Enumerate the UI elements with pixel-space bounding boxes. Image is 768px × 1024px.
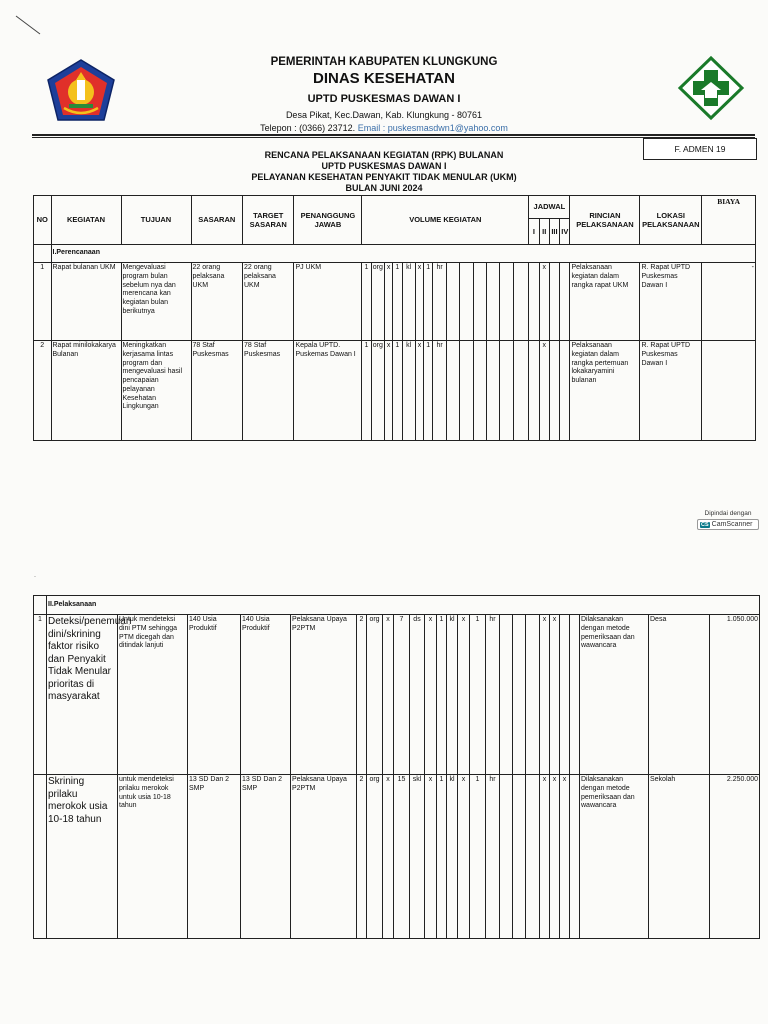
cell-volume: org <box>367 775 383 939</box>
agency-name: DINAS KESEHATAN <box>313 70 455 87</box>
cell-jadwal <box>529 263 539 341</box>
cell-tujuan: untuk mendeteksi prilaku merokok untuk usia 10-18 tahun <box>118 775 188 939</box>
cell-jadwal: x <box>539 263 549 341</box>
cell-volume: 15 <box>394 775 410 939</box>
cell-target: 13 SD Dan 2 SMP <box>241 775 291 939</box>
cell-volume <box>446 341 459 441</box>
cell-rincian: Pelaksanaan kegiatan dalam rangka pertemuan lokakaryamini bulanan <box>570 341 640 441</box>
cell-lokasi: R. Rapat UPTD Puskesmas Dawan I <box>640 341 702 441</box>
cell-volume: x <box>425 615 437 775</box>
cell-volume: hr <box>433 263 446 341</box>
cell-volume: x <box>383 615 394 775</box>
cell-no: 1 <box>34 615 47 775</box>
cell-volume <box>500 615 513 775</box>
email-text: Email : puskesmasdwn1@yahoo.com <box>357 123 508 133</box>
cell-jadwal <box>529 341 539 441</box>
cell-volume <box>513 775 526 939</box>
table-row <box>34 341 756 441</box>
table-row <box>34 263 756 341</box>
address-line: Desa Pikat, Kec.Dawan, Kab. Klungkung - 80761 <box>285 110 483 120</box>
col-kegiatan: KEGIATAN <box>51 196 121 245</box>
cell-volume <box>446 263 459 341</box>
cell-tujuan: Untuk mendeteksi dini PTM sehingga PTM dicegah dan ditindak lanjuti <box>118 615 188 775</box>
cell-sasaran: 22 orang pelaksana UKM <box>191 263 242 341</box>
cell-volume: 1 <box>362 341 371 441</box>
cell-lokasi: R. Rapat UPTD Puskesmas Dawan I <box>640 263 702 341</box>
cell-volume <box>486 263 499 341</box>
cell-volume <box>513 341 529 441</box>
cell-volume: 2 <box>357 615 367 775</box>
doc-title-3: PELAYANAN KESEHATAN PENYAKIT TIDAK MENULAR (UKM) <box>251 172 517 182</box>
col-week-3: III <box>549 219 559 245</box>
cell-volume <box>486 341 499 441</box>
cell-tujuan: Mengevaluasi program bulan sebelum nya dan merencana kan kegiatan bulan berikutnya <box>121 263 191 341</box>
cell-volume <box>460 263 473 341</box>
col-no: NO <box>34 196 52 245</box>
cell-target: 78 Staf Puskesmas <box>242 341 293 441</box>
cell-volume: org <box>367 615 383 775</box>
col-volume: VOLUME KEGIATAN <box>362 196 529 245</box>
cell-volume: 1 <box>470 775 486 939</box>
cell-rincian: Pelaksanaan kegiatan dalam rangka rapat UKM <box>570 263 640 341</box>
scanner-brand: CamScanner <box>711 521 753 528</box>
cell-jadwal: x <box>550 615 560 775</box>
cell-no: 1 <box>34 263 52 341</box>
scanner-caption: Dipindai dengan <box>704 510 752 517</box>
cell-kegiatan: Skrining prilaku merokok usia 10-18 tahun <box>47 775 118 939</box>
cell-volume <box>513 263 529 341</box>
unit-name: UPTD PUSKESMAS DAWAN I <box>307 93 461 105</box>
col-biaya: BIAYA <box>702 196 756 245</box>
cell-jadwal <box>570 775 580 939</box>
cell-lokasi: Sekolah <box>649 775 710 939</box>
cell-volume: kl <box>402 263 415 341</box>
phone-text: Telepon : (0366) 23712. <box>260 123 356 133</box>
cell-volume <box>526 615 540 775</box>
cell-jadwal: x <box>550 775 560 939</box>
doc-title-4: BULAN JUNI 2024 <box>345 183 423 193</box>
cell-pj: Pelaksana Upaya P2PTM <box>291 615 357 775</box>
table-row <box>34 615 760 775</box>
cell-volume <box>526 775 540 939</box>
cell-volume: skl <box>410 775 425 939</box>
cell-volume: x <box>415 263 423 341</box>
cell-biaya: 1.050.000 <box>710 615 760 775</box>
cell-volume: 1 <box>393 341 402 441</box>
cell-jadwal <box>570 615 580 775</box>
col-sasaran: SASARAN <box>191 196 242 245</box>
cell-volume: 1 <box>393 263 402 341</box>
camscanner-watermark <box>697 510 759 530</box>
cell-volume: 1 <box>362 263 371 341</box>
cell-volume: kl <box>402 341 415 441</box>
col-pj: PENANGGUNG JAWAB <box>294 196 362 245</box>
col-jadwal: JADWAL <box>529 196 570 219</box>
cell-sasaran: 13 SD Dan 2 SMP <box>188 775 241 939</box>
cell-target: 140 Usia Produktif <box>241 615 291 775</box>
section-perencanaan: I.Perencanaan <box>51 245 756 263</box>
gov-name: PEMERINTAH KABUPATEN KLUNGKUNG <box>270 56 498 68</box>
cell-volume: kl <box>447 615 458 775</box>
cell-volume: 1 <box>437 615 447 775</box>
cell-no <box>34 775 47 939</box>
cell-volume: x <box>383 775 394 939</box>
cell-pj: PJ UKM <box>294 263 362 341</box>
cell-volume: 1 <box>470 615 486 775</box>
cell-sasaran: 78 Staf Puskesmas <box>191 341 242 441</box>
cell-biaya: - <box>702 263 756 341</box>
cell-lokasi: Desa <box>649 615 710 775</box>
cell-volume: ds <box>410 615 425 775</box>
col-rincian: RINCIAN PELAKSANAAN <box>570 196 640 245</box>
cell-jadwal <box>549 263 559 341</box>
cell-volume: x <box>425 775 437 939</box>
cell-jadwal <box>560 341 570 441</box>
cell-volume: org <box>371 341 384 441</box>
stray-dot: · <box>34 574 36 580</box>
form-code-box: F. ADMEN 19 <box>643 138 757 160</box>
cell-volume <box>513 615 526 775</box>
cell-volume: x <box>415 341 423 441</box>
cell-tujuan: Meningkatkan kerjasama lintas program dan mengevaluasi hasil pencapaian pelayanan Kesehatan Lingkungan <box>121 341 191 441</box>
cell-jadwal <box>560 263 570 341</box>
section-pelaksanaan: II.Pelaksanaan <box>47 596 760 615</box>
scanner-badge <box>697 519 759 530</box>
rpk-table-1 <box>33 195 756 441</box>
cell-volume: 1 <box>437 775 447 939</box>
camscanner-icon: CS <box>701 521 709 528</box>
cell-volume: x <box>458 775 470 939</box>
cell-volume: 1 <box>424 263 433 341</box>
cell-rincian: Dilaksanakan dengan metode pemeriksaan dan wawancara <box>580 775 649 939</box>
cell-volume: x <box>385 341 393 441</box>
table-row <box>34 775 760 939</box>
header-rule <box>32 134 755 136</box>
cell-volume: x <box>458 615 470 775</box>
cell-pj: Kepala UPTD. Puskemas Dawan I <box>294 341 362 441</box>
cell-kegiatan: Rapat bulanan UKM <box>51 263 121 341</box>
cell-volume <box>500 263 513 341</box>
col-week-4: IV <box>560 219 570 245</box>
cell-pj: Pelaksana Upaya P2PTM <box>291 775 357 939</box>
col-week-1: I <box>529 219 539 245</box>
col-tujuan: TUJUAN <box>121 196 191 245</box>
cell-jadwal: x <box>540 615 550 775</box>
rpk-table-2 <box>33 595 760 939</box>
cell-volume: org <box>371 263 384 341</box>
cell-kegiatan: Rapat minilokakarya Bulanan <box>51 341 121 441</box>
cell-kegiatan: Deteksi/penemuan dini/skrining faktor risiko dan Penyakit Tidak Menular prioritas di masyarakat <box>47 615 118 775</box>
cell-no: 2 <box>34 341 52 441</box>
cell-volume: hr <box>486 775 500 939</box>
cell-volume: hr <box>486 615 500 775</box>
cell-volume <box>500 341 513 441</box>
col-week-2: II <box>539 219 549 245</box>
cell-volume <box>473 341 486 441</box>
contact-line <box>0 123 768 133</box>
cell-jadwal: x <box>560 775 570 939</box>
cell-volume: 1 <box>424 341 433 441</box>
cell-jadwal: x <box>539 341 549 441</box>
cell-sasaran: 140 Usia Produktif <box>188 615 241 775</box>
cell-biaya: 2.250.000 <box>710 775 760 939</box>
cell-volume: 7 <box>394 615 410 775</box>
doc-title-1: RENCANA PELAKSANAAN KEGIATAN (RPK) BULANAN <box>264 150 504 160</box>
cell-volume <box>473 263 486 341</box>
cell-volume: x <box>385 263 393 341</box>
cell-volume <box>460 341 473 441</box>
cell-volume <box>500 775 513 939</box>
scan-mark <box>14 14 44 38</box>
cell-jadwal: x <box>540 775 550 939</box>
cell-biaya <box>702 341 756 441</box>
doc-title-2: UPTD PUSKESMAS DAWAN I <box>321 161 447 171</box>
cell-volume: hr <box>433 341 446 441</box>
cell-volume: 2 <box>357 775 367 939</box>
cell-jadwal <box>560 615 570 775</box>
cell-rincian: Dilaksanakan dengan metode pemeriksaan dan wawancara <box>580 615 649 775</box>
cell-jadwal <box>549 341 559 441</box>
col-lokasi: LOKASI PELAKSANAAN <box>640 196 702 245</box>
cell-volume: kl <box>447 775 458 939</box>
col-target: TARGET SASARAN <box>242 196 293 245</box>
cell-target: 22 orang pelaksana UKM <box>242 263 293 341</box>
